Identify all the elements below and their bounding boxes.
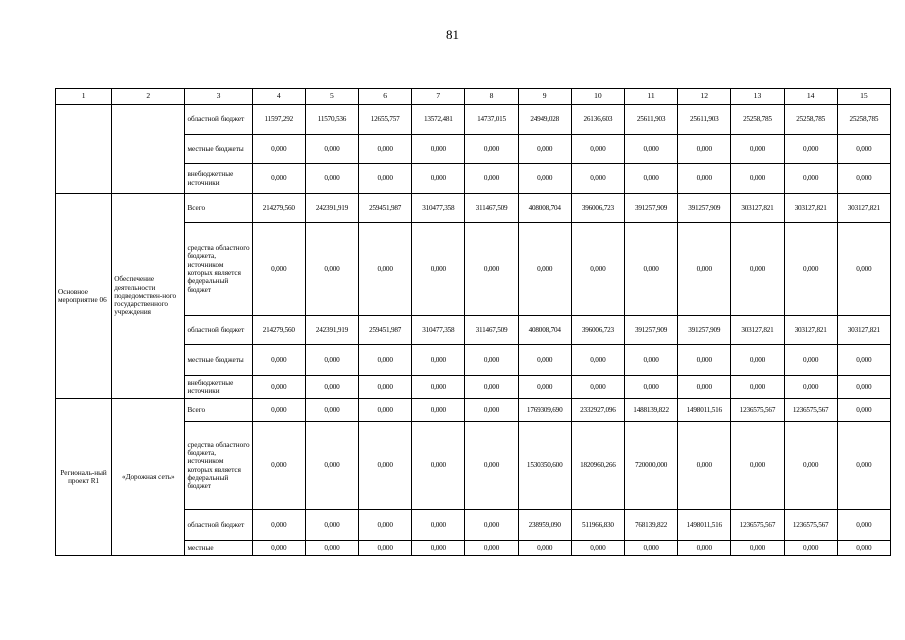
value-cell: 259451,987 xyxy=(359,316,412,345)
value-cell: 0,000 xyxy=(571,164,624,194)
funding-source-cell: областной бюджет xyxy=(185,510,252,541)
value-cell: 0,000 xyxy=(412,135,465,164)
value-cell: 0,000 xyxy=(465,376,518,399)
value-cell: 0,000 xyxy=(784,164,837,194)
value-cell: 0,000 xyxy=(412,510,465,541)
header-cell: 13 xyxy=(731,89,784,105)
value-cell: 13572,481 xyxy=(412,105,465,135)
value-cell: 0,000 xyxy=(305,399,358,422)
value-cell: 242391,919 xyxy=(305,194,358,223)
value-cell: 0,000 xyxy=(305,345,358,376)
value-cell: 0,000 xyxy=(465,422,518,510)
value-cell: 0,000 xyxy=(252,510,305,541)
value-cell: 214279,560 xyxy=(252,316,305,345)
header-cell: 7 xyxy=(412,89,465,105)
value-cell: 0,000 xyxy=(305,541,358,556)
value-cell: 391257,909 xyxy=(678,194,731,223)
value-cell: 0,000 xyxy=(359,345,412,376)
value-cell: 0,000 xyxy=(305,376,358,399)
funding-source-cell: средства областного бюджета, источником которых является федеральный бюджет xyxy=(185,223,252,316)
value-cell: 25611,903 xyxy=(624,105,677,135)
value-cell: 0,000 xyxy=(731,135,784,164)
value-cell: 0,000 xyxy=(465,345,518,376)
value-cell: 0,000 xyxy=(784,345,837,376)
value-cell: 0,000 xyxy=(359,164,412,194)
event-title-cell: Обеспечение деятельности подведомствен-ного государственного учреждения xyxy=(112,194,185,399)
value-cell: 0,000 xyxy=(837,164,890,194)
value-cell: 303127,821 xyxy=(837,316,890,345)
value-cell: 242391,919 xyxy=(305,316,358,345)
value-cell: 0,000 xyxy=(465,223,518,316)
value-cell: 0,000 xyxy=(359,422,412,510)
value-cell: 391257,909 xyxy=(624,316,677,345)
value-cell: 214279,560 xyxy=(252,194,305,223)
value-cell: 12655,757 xyxy=(359,105,412,135)
value-cell: 0,000 xyxy=(305,223,358,316)
value-cell: 1498011,516 xyxy=(678,399,731,422)
value-cell: 768139,822 xyxy=(624,510,677,541)
funding-source-cell: средства областного бюджета, источником которых является федеральный бюджет xyxy=(185,422,252,510)
value-cell: 0,000 xyxy=(837,422,890,510)
value-cell: 0,000 xyxy=(465,510,518,541)
value-cell: 0,000 xyxy=(837,510,890,541)
header-cell: 5 xyxy=(305,89,358,105)
value-cell: 2332927,096 xyxy=(571,399,624,422)
value-cell: 25258,785 xyxy=(731,105,784,135)
value-cell: 1498011,516 xyxy=(678,510,731,541)
value-cell: 303127,821 xyxy=(731,194,784,223)
funding-source-cell: внебюджетные источники xyxy=(185,164,252,194)
value-cell: 1236575,567 xyxy=(731,399,784,422)
value-cell: 720000,000 xyxy=(624,422,677,510)
header-cell: 9 xyxy=(518,89,571,105)
value-cell: 0,000 xyxy=(252,399,305,422)
value-cell: 0,000 xyxy=(678,376,731,399)
value-cell: 303127,821 xyxy=(837,194,890,223)
value-cell: 303127,821 xyxy=(784,194,837,223)
value-cell: 0,000 xyxy=(305,422,358,510)
value-cell: 396006,723 xyxy=(571,194,624,223)
value-cell: 0,000 xyxy=(465,135,518,164)
value-cell: 0,000 xyxy=(571,135,624,164)
header-cell: 15 xyxy=(837,89,890,105)
funding-source-cell: областной бюджет xyxy=(185,316,252,345)
value-cell: 0,000 xyxy=(731,164,784,194)
funding-source-cell: местные бюджеты xyxy=(185,345,252,376)
value-cell: 0,000 xyxy=(571,376,624,399)
value-cell: 0,000 xyxy=(784,135,837,164)
value-cell: 311467,509 xyxy=(465,316,518,345)
value-cell: 25258,785 xyxy=(784,105,837,135)
event-name-cell xyxy=(56,105,112,194)
value-cell: 0,000 xyxy=(624,135,677,164)
value-cell: 0,000 xyxy=(837,399,890,422)
funding-source-cell: местные бюджеты xyxy=(185,135,252,164)
value-cell: 0,000 xyxy=(837,223,890,316)
value-cell: 1236575,567 xyxy=(784,510,837,541)
value-cell: 0,000 xyxy=(731,376,784,399)
funding-source-cell: Всего xyxy=(185,399,252,422)
value-cell: 0,000 xyxy=(518,223,571,316)
value-cell: 0,000 xyxy=(678,541,731,556)
value-cell: 0,000 xyxy=(252,376,305,399)
table-row xyxy=(56,194,891,223)
header-cell: 3 xyxy=(185,89,252,105)
value-cell: 238959,090 xyxy=(518,510,571,541)
value-cell: 0,000 xyxy=(731,345,784,376)
value-cell: 0,000 xyxy=(412,164,465,194)
funding-source-cell: Всего xyxy=(185,194,252,223)
value-cell: 0,000 xyxy=(359,399,412,422)
value-cell: 0,000 xyxy=(412,345,465,376)
value-cell: 0,000 xyxy=(624,164,677,194)
value-cell: 396006,723 xyxy=(571,316,624,345)
value-cell: 310477,358 xyxy=(412,316,465,345)
header-row xyxy=(56,89,891,105)
page-number: 81 xyxy=(446,27,459,42)
value-cell: 391257,909 xyxy=(678,316,731,345)
value-cell: 0,000 xyxy=(624,345,677,376)
value-cell: 0,000 xyxy=(784,376,837,399)
value-cell: 0,000 xyxy=(465,541,518,556)
value-cell: 0,000 xyxy=(465,399,518,422)
value-cell: 14737,015 xyxy=(465,105,518,135)
value-cell: 0,000 xyxy=(359,376,412,399)
funding-source-cell: областной бюджет xyxy=(185,105,252,135)
value-cell: 0,000 xyxy=(305,164,358,194)
value-cell: 408008,704 xyxy=(518,316,571,345)
value-cell: 1236575,567 xyxy=(784,399,837,422)
value-cell: 0,000 xyxy=(784,541,837,556)
value-cell: 511966,830 xyxy=(571,510,624,541)
value-cell: 0,000 xyxy=(624,541,677,556)
value-cell: 0,000 xyxy=(678,164,731,194)
event-title-cell xyxy=(112,105,185,194)
value-cell: 0,000 xyxy=(678,135,731,164)
value-cell: 310477,358 xyxy=(412,194,465,223)
value-cell: 0,000 xyxy=(305,135,358,164)
value-cell: 259451,987 xyxy=(359,194,412,223)
value-cell: 0,000 xyxy=(465,164,518,194)
header-cell: 11 xyxy=(624,89,677,105)
value-cell: 0,000 xyxy=(412,376,465,399)
event-name-cell: Региональ-ный проект R1 xyxy=(56,399,112,556)
value-cell: 1488139,822 xyxy=(624,399,677,422)
event-title-cell: «Дорожная сеть» xyxy=(112,399,185,556)
value-cell: 0,000 xyxy=(571,541,624,556)
value-cell: 0,000 xyxy=(731,541,784,556)
budget-table xyxy=(55,88,891,556)
value-cell: 1820960,266 xyxy=(571,422,624,510)
value-cell: 25258,785 xyxy=(837,105,890,135)
value-cell: 391257,909 xyxy=(624,194,677,223)
value-cell: 303127,821 xyxy=(731,316,784,345)
value-cell: 0,000 xyxy=(518,541,571,556)
value-cell: 0,000 xyxy=(837,345,890,376)
value-cell: 0,000 xyxy=(518,164,571,194)
table-row xyxy=(56,105,891,135)
value-cell: 0,000 xyxy=(837,376,890,399)
header-cell: 6 xyxy=(359,89,412,105)
value-cell: 0,000 xyxy=(518,345,571,376)
funding-source-cell: внебюджетные источники xyxy=(185,376,252,399)
value-cell: 1769309,690 xyxy=(518,399,571,422)
value-cell: 0,000 xyxy=(784,223,837,316)
value-cell: 11597,292 xyxy=(252,105,305,135)
value-cell: 408008,704 xyxy=(518,194,571,223)
value-cell: 0,000 xyxy=(412,399,465,422)
value-cell: 0,000 xyxy=(412,541,465,556)
value-cell: 0,000 xyxy=(252,541,305,556)
value-cell: 0,000 xyxy=(678,223,731,316)
funding-source-cell: местные xyxy=(185,541,252,556)
value-cell: 0,000 xyxy=(252,223,305,316)
value-cell: 0,000 xyxy=(837,135,890,164)
value-cell: 0,000 xyxy=(252,345,305,376)
header-cell: 2 xyxy=(112,89,185,105)
value-cell: 0,000 xyxy=(359,223,412,316)
value-cell: 1236575,567 xyxy=(731,510,784,541)
value-cell: 0,000 xyxy=(252,422,305,510)
value-cell: 26136,603 xyxy=(571,105,624,135)
value-cell: 0,000 xyxy=(837,541,890,556)
table-body xyxy=(56,89,891,556)
value-cell: 0,000 xyxy=(624,376,677,399)
value-cell: 25611,903 xyxy=(678,105,731,135)
value-cell: 0,000 xyxy=(518,135,571,164)
value-cell: 1530350,600 xyxy=(518,422,571,510)
value-cell: 0,000 xyxy=(784,422,837,510)
value-cell: 0,000 xyxy=(624,223,677,316)
header-cell: 14 xyxy=(784,89,837,105)
value-cell: 0,000 xyxy=(678,345,731,376)
value-cell: 0,000 xyxy=(359,135,412,164)
value-cell: 0,000 xyxy=(412,422,465,510)
header-cell: 4 xyxy=(252,89,305,105)
header-cell: 1 xyxy=(56,89,112,105)
value-cell: 0,000 xyxy=(731,422,784,510)
value-cell: 0,000 xyxy=(359,541,412,556)
value-cell: 0,000 xyxy=(359,510,412,541)
value-cell: 0,000 xyxy=(252,135,305,164)
value-cell: 0,000 xyxy=(571,223,624,316)
value-cell: 0,000 xyxy=(571,345,624,376)
header-cell: 12 xyxy=(678,89,731,105)
value-cell: 24949,028 xyxy=(518,105,571,135)
value-cell: 0,000 xyxy=(305,510,358,541)
value-cell: 311467,509 xyxy=(465,194,518,223)
value-cell: 0,000 xyxy=(678,422,731,510)
value-cell: 11570,536 xyxy=(305,105,358,135)
value-cell: 303127,821 xyxy=(784,316,837,345)
value-cell: 0,000 xyxy=(731,223,784,316)
value-cell: 0,000 xyxy=(518,376,571,399)
table-row xyxy=(56,399,891,422)
value-cell: 0,000 xyxy=(252,164,305,194)
value-cell: 0,000 xyxy=(412,223,465,316)
header-cell: 10 xyxy=(571,89,624,105)
event-name-cell: Основное мероприятие 06 xyxy=(56,194,112,399)
header-cell: 8 xyxy=(465,89,518,105)
